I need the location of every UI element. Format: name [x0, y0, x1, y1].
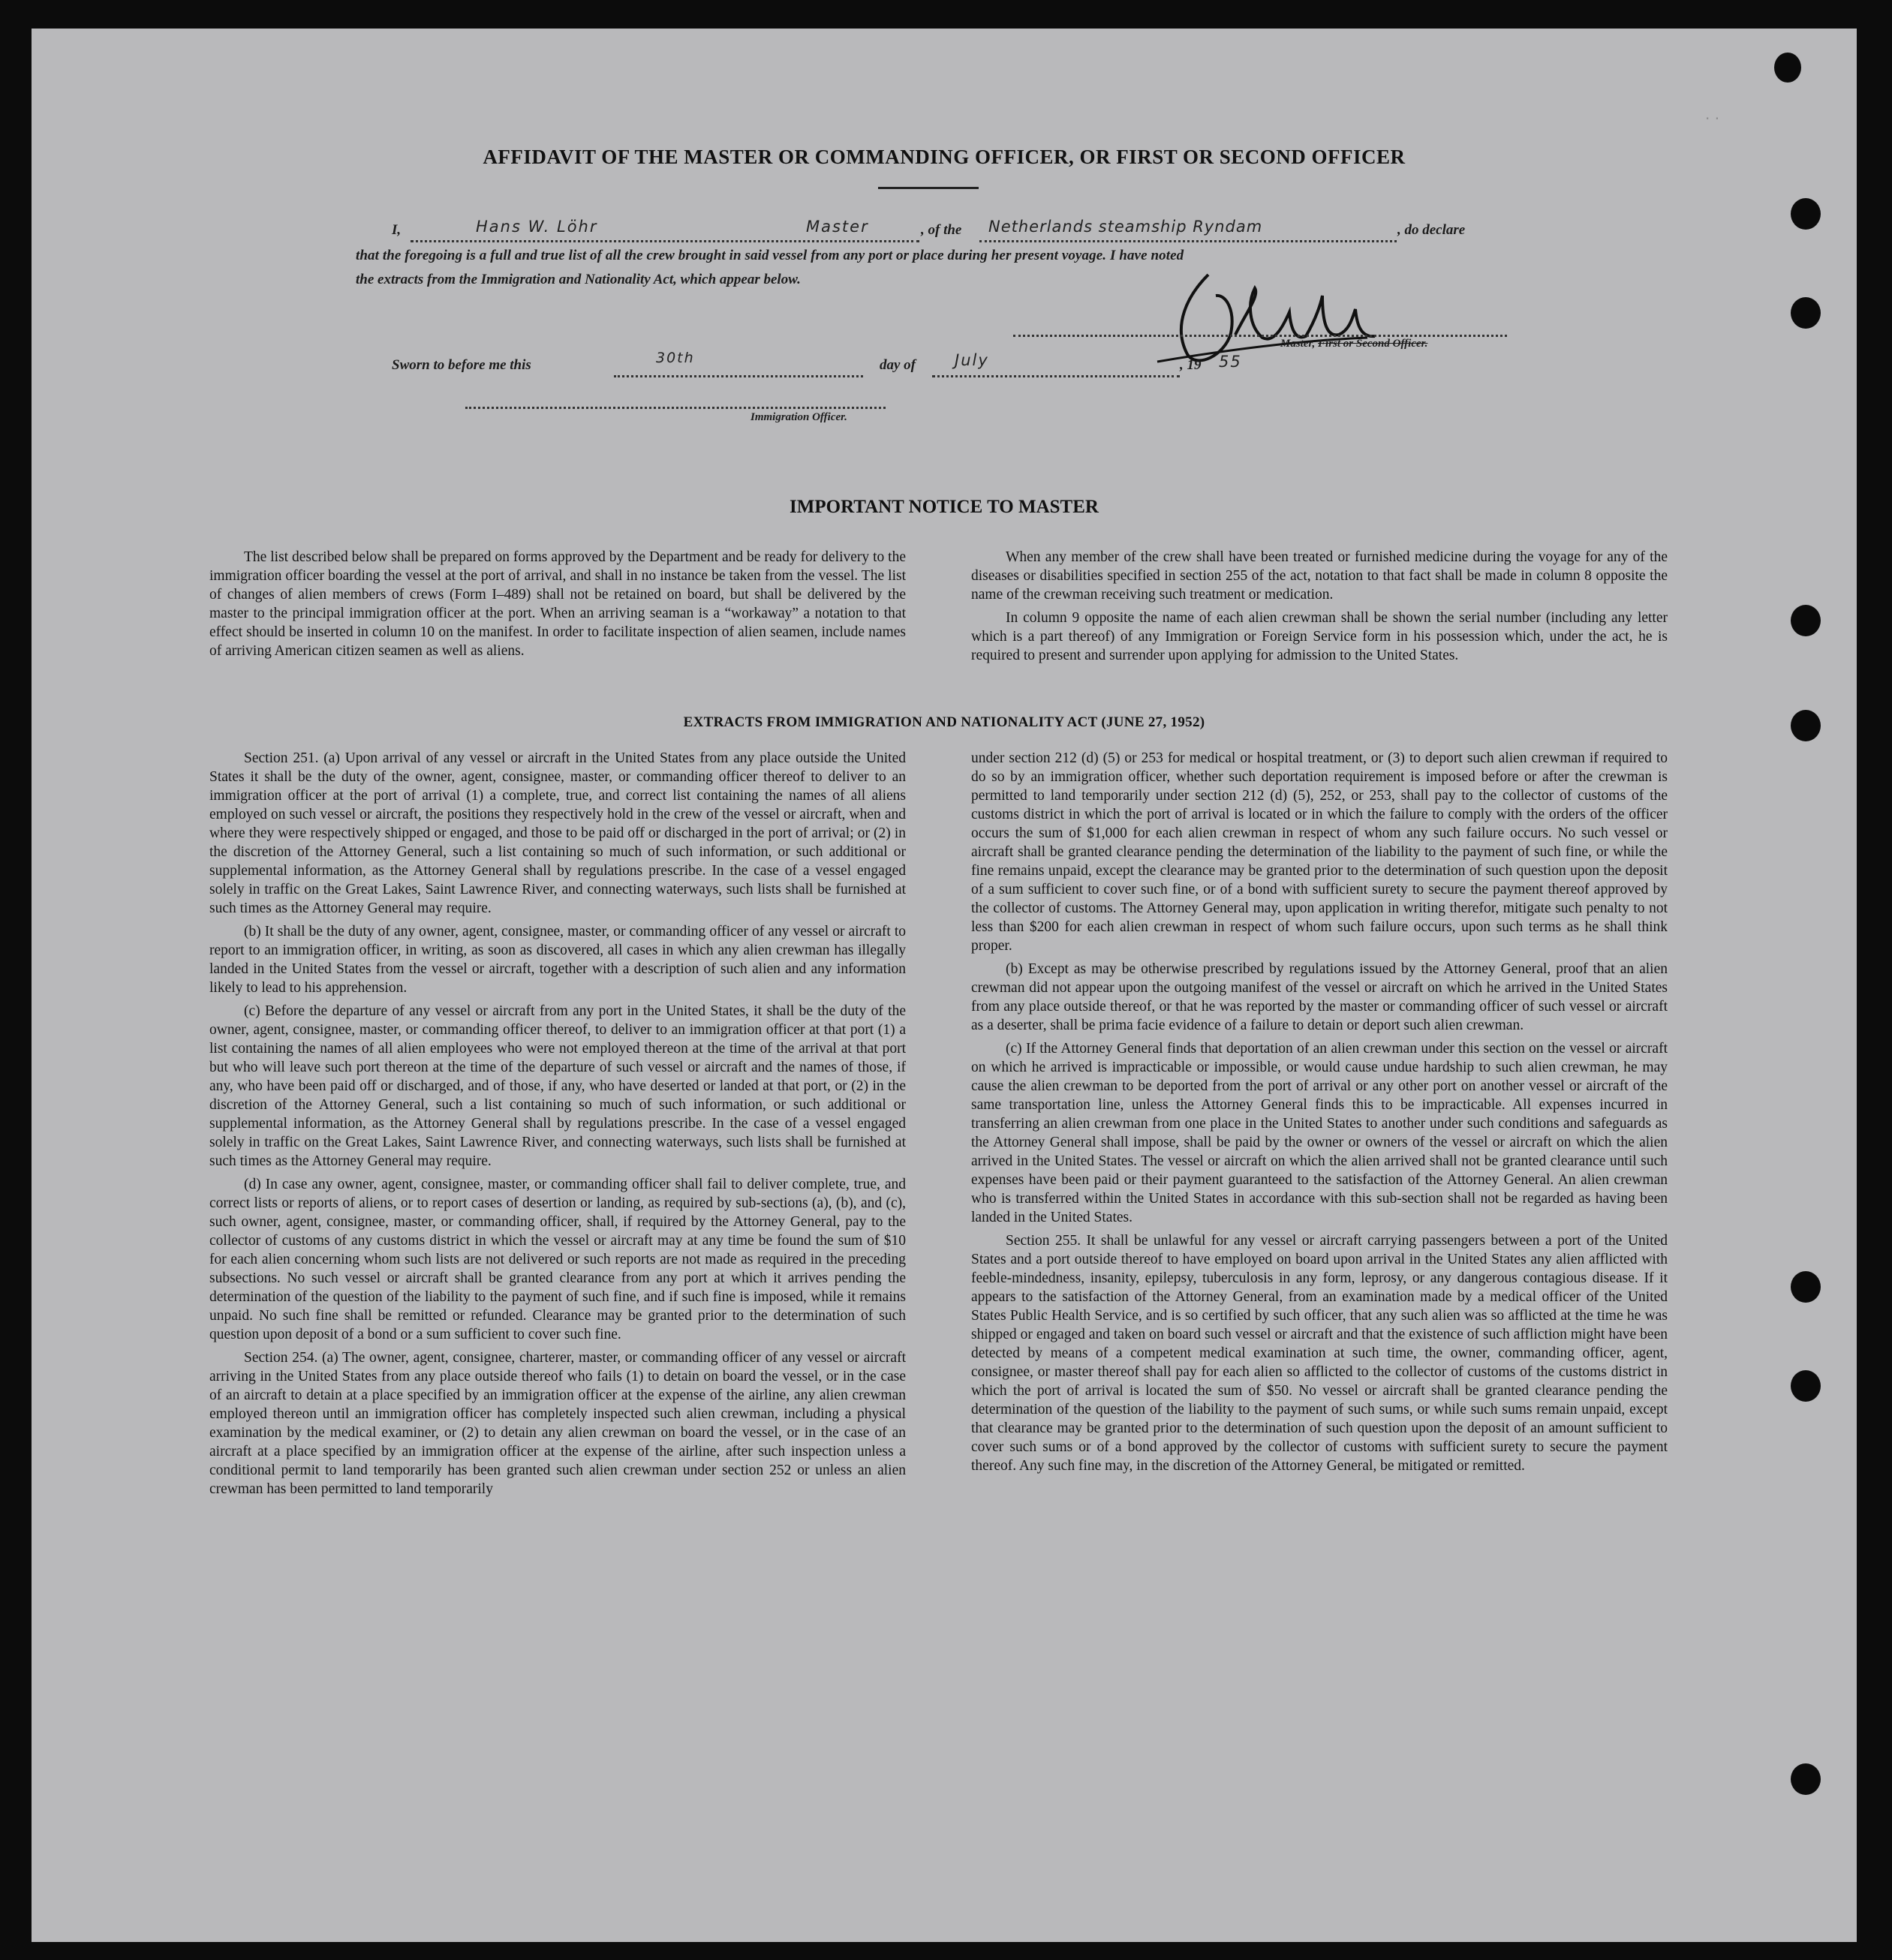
declaration-line-2: the extracts from the Immigration and Nationality Act, which appear below.	[356, 272, 801, 287]
punch-hole	[1791, 605, 1821, 636]
section-251d: (d) In case any owner, agent, consignee, master, or commanding officer shall fail to deliver complete, true, and correct lists or reports of aliens, or to report cases of desertion or landing, as required by sub-sections (a), (b), and (c), such owner, agent, consignee, master, or commanding officer, shall, if required by the Attorney General, pay to the collector of customs of any customs district in which the vessel or aircraft may at any time be found the sum of $10 for each alien concerning whom such lists are not delivered or such reports are not made as required in the preceding subsections. No such vessel or aircraft shall be granted clearance from any port at which it arrives pending the determination of the question of the liability to the payment of such fine, and if such fine is imposed, while it remains unpaid. No such fine shall be remitted or refunded. Clearance may be granted prior to the determination of such question upon deposit of a bond or a sum sufficient to cover such fine.	[209, 1177, 906, 1342]
section-254a: Section 254. (a) The owner, agent, consignee, charterer, master, or commanding officer of any vessel or aircraft arriving in the United States from any place outside thereof who fails (1) to detain on board the vessel, or in the case of an aircraft to detain at a place specified by an immigration officer at the expense of the airline, any alien crewman employed thereon until an immigration officer has completely inspected such alien crewman, including a physical examination by the medical examiner, or (2) to detain any alien crewman on board the vessel, or in the case of an aircraft at a place specified by an immigration officer at the expense of the airline, after such inspection unless a conditional permit to land temporarily has been granted such alien crewman under section 252 or unless an alien crewman has been permitted to land temporarily	[209, 1350, 906, 1497]
section-254b: (b) Except as may be otherwise prescribed by regulations issued by the Attorney General, proof that an alien crewman did not appear upon the outgoing manifest of the vessel or aircraft on which he arrived in the United States from any place outside thereof, or that he was reported by the master or commanding officer of such vessel or aircraft as a deserter, shall be prima facie evidence of a failure to detain or deport such alien crewman.	[971, 961, 1668, 1033]
notice-title: IMPORTANT NOTICE TO MASTER	[790, 497, 1099, 517]
month-line	[932, 375, 1180, 377]
day-line	[614, 375, 863, 377]
declaration-line-1: that the foregoing is a full and true list of all the crew brought in said vessel from any port or place during her present voyage. I have noted	[356, 248, 1184, 263]
section-255: Section 255. It shall be unlawful for any vessel or aircraft carrying passengers between a port of the United States and a port outside thereof to have employed on board upon arrival in the United States any alien afflicted with feeble-mindedness, insanity, epilepsy, tuberculosis in any form, leprosy, or any dangerous contagious disease. If it appears to the satisfaction of the Attorney General, from an examination made by a medical officer of the United States Public Health Service, and is so certified by such officer, that any such alien was so afflicted at the time he was shipped or engaged and taken on board such vessel or aircraft and that the existence of such affliction might have been detected by means of a competent medical examination at such time, the owner, commanding officer, agent, consignee, or master thereof shall pay for each alien so afflicted to the collector of customs of the customs district in which the port of arrival is located the sum of $50. No vessel or aircraft shall be granted clearance pending the determination of the question of the liability to the payment of such sums, or while such sums remain unpaid, except that clearance may be granted prior to the determination of such question upon the deposit of an amount sufficient to cover such sums or of a bond approved by the collector of customs with sufficient surety to secure the payment thereof. Any such fine may, in the discretion of the Attorney General, be mitigated or remitted.	[971, 1233, 1668, 1474]
month-handwritten: July	[955, 351, 989, 369]
document-page	[32, 29, 1857, 1942]
name-line	[411, 240, 919, 242]
section-251b: (b) It shall be the duty of any owner, agent, consignee, master, or commanding officer of any vessel or aircraft to report to an immigration officer, in writing, as soon as discovered, all cases in which any alien crewman has illegally landed in the United States from the vessel or aircraft, together with a description of such alien and any information likely to lead to his apprehension.	[209, 924, 906, 996]
punch-hole	[1774, 53, 1801, 83]
vessel-line	[979, 240, 1397, 242]
vessel-handwritten: Netherlands steamship Ryndam	[988, 218, 1263, 236]
section-254a-continued: under section 212 (d) (5) or 253 for medical or hospital treatment, or (3) to deport such alien crewman if required to do so by an immigration officer, whether such deportation requirement is imposed before or after the crewman is permitted to land temporarily under section 212 (d) (5), 252, or 253, shall pay to the collector of customs of the customs district in which the port of arrival is located or in which the failure to comply with the orders of the officer occurs the sum of $1,000 for each alien crewman in respect of whom any such failure occurs. No such vessel or aircraft shall be granted clearance pending the determination of the liability to the payment of such fine, or while the fine remains unpaid, except the clearance may be granted prior to the determination of such question upon the deposit of a sum sufficient to cover such fine, or of a bond with sufficient surety to secure the payment thereof approved by the collector of customs. The Attorney General may, upon application in writing therefor, mitigate such penalty to not less than $200 for each alien crewman in respect of whom such failure occurs, upon such terms as he shall think proper.	[971, 750, 1668, 954]
extracts-right-column	[971, 749, 1668, 1480]
rank-handwritten: Master	[806, 218, 869, 236]
immigration-officer-label: Immigration Officer.	[750, 411, 847, 423]
section-251a: Section 251. (a) Upon arrival of any vessel or aircraft in the United States from any place outside the United States it shall be the duty of the owner, agent, consignee, master, or commanding officer thereof to deliver to an immigration officer at the port of arrival (1) a complete, true, and correct list containing the names of all aliens employed on such vessel or aircraft, the positions they respectively hold in the crew of the vessel or aircraft, when and where they were respectively shipped or engaged, and those to be paid off or discharged in the port of arrival; or (2) in the discretion of the Attorney General, such a list containing so much of such information, or such additional or supplemental information, as the Attorney General shall by regulations prescribe. In the case of a vessel engaged solely in traffic on the Great Lakes, Saint Lawrence River, and connecting waterways, such lists shall be furnished at such times as the Attorney General may require.	[209, 750, 906, 916]
notice-paragraph: When any member of the crew shall have been treated or furnished medicine during the voyage for any of the diseases or disabilities specified in section 255 of the act, notation to that fact shall be made in column 8 opposite the name of the crewman receiving such treatment or medication.	[971, 549, 1668, 603]
punch-hole	[1791, 1271, 1821, 1303]
notice-left-column	[209, 548, 906, 665]
title-underline	[878, 187, 979, 189]
signature-caption-master: Master,	[1280, 338, 1316, 350]
section-254c: (c) If the Attorney General finds that deportation of an alien crewman under this section on the vessel or aircraft on which he arrived is impracticable or impossible, or would cause undue hardship to such alien crewman, he may cause the alien crewman to be deported from the port of arrival or any other port on another vessel or aircraft of the same transportation line, unless the Attorney General finds this to be impracticable. All expenses incurred in transferring an alien crewman from one place in the United States to another under such conditions and safeguards as the Attorney General shall impose, shall be paid by the owner or owners of the vessel or aircraft on which the alien arrived in the United States. The vessel or aircraft on which the alien arrived shall not be granted clearance until such expenses have been paid or their payment guaranteed to the satisfaction of the Attorney General. An alien crewman who is transferred within the United States in accordance with this sub-section shall not be regarded as having been landed in the United States.	[971, 1041, 1668, 1225]
master-name-handwritten: Hans W. Löhr	[476, 218, 598, 236]
notice-paragraph: The list described below shall be prepared on forms approved by the Department and be ready for delivery to the immigration officer boarding the vessel at the port of arrival, and shall in no instance be taken from the vessel. The list of changes of alien members of crews (Form I–489) shall not be retained on board, but shall be delivered by the master to the principal immigration officer at the port. When an arriving seaman is a “workaway” a notation to that effect should be inserted in column 10 on the manifest. In order to facilitate inspection of alien seamen, include names of arriving American citizen seamen as well as aliens.	[209, 549, 906, 659]
affidavit-i-label: I,	[392, 222, 402, 238]
immigration-officer-line	[465, 407, 886, 409]
signature-caption-struck: First or Second Officer.	[1318, 338, 1428, 350]
day-handwritten: 30th	[656, 350, 695, 366]
bleed-through-marks: · ·	[1705, 110, 1720, 128]
punch-hole	[1791, 297, 1821, 329]
signature-line	[1013, 335, 1507, 337]
do-declare-label: , do declare	[1397, 222, 1466, 238]
punch-hole	[1791, 1370, 1821, 1402]
punch-hole	[1791, 1763, 1821, 1795]
punch-hole	[1791, 198, 1821, 230]
extracts-title: EXTRACTS FROM IMMIGRATION AND NATIONALITY ACT (JUNE 27, 1952)	[683, 714, 1205, 730]
day-of-label: day of	[880, 357, 916, 373]
notice-right-column	[971, 548, 1668, 669]
notice-paragraph: In column 9 opposite the name of each alien crewman shall be shown the serial number (including any letter which is a part thereof) of any Immigration or Foreign Service form in his possession which, under the act, he is required to present and surrender upon applying for admission to the United States.	[971, 610, 1668, 663]
year-handwritten: 55	[1219, 353, 1242, 371]
of-the-label: , of the	[921, 222, 962, 238]
section-251c: (c) Before the departure of any vessel or aircraft from any port in the United States, it shall be the duty of the owner, agent, consignee, master, or commanding officer thereof, to deliver to an immigration officer at that port (1) a list containing the names of all alien employees who were not employed thereon at the time of the arrival at that port but who will leave such port thereon at the time of the departure of such vessel or aircraft and the names of those, if any, who have been paid off or discharged, and of those, if any, who have deserted or landed at that port, or (2) in the discretion of the Attorney General, such a list containing so much of such information, or such additional or supplemental information, as the Attorney General shall by regulations prescribe. In the case of a vessel engaged solely in traffic on the Great Lakes, Saint Lawrence River, and connecting waterways, such lists shall be furnished at such times as the Attorney General may require.	[209, 1003, 906, 1169]
sworn-label: Sworn to before me this	[392, 357, 531, 373]
signature-caption	[1280, 338, 1427, 350]
year-prefix: , 19	[1180, 357, 1202, 373]
extracts-left-column	[209, 749, 906, 1503]
affidavit-title: AFFIDAVIT OF THE MASTER OR COMMANDING OFFICER, OR FIRST OR SECOND OFFICER	[483, 146, 1406, 168]
